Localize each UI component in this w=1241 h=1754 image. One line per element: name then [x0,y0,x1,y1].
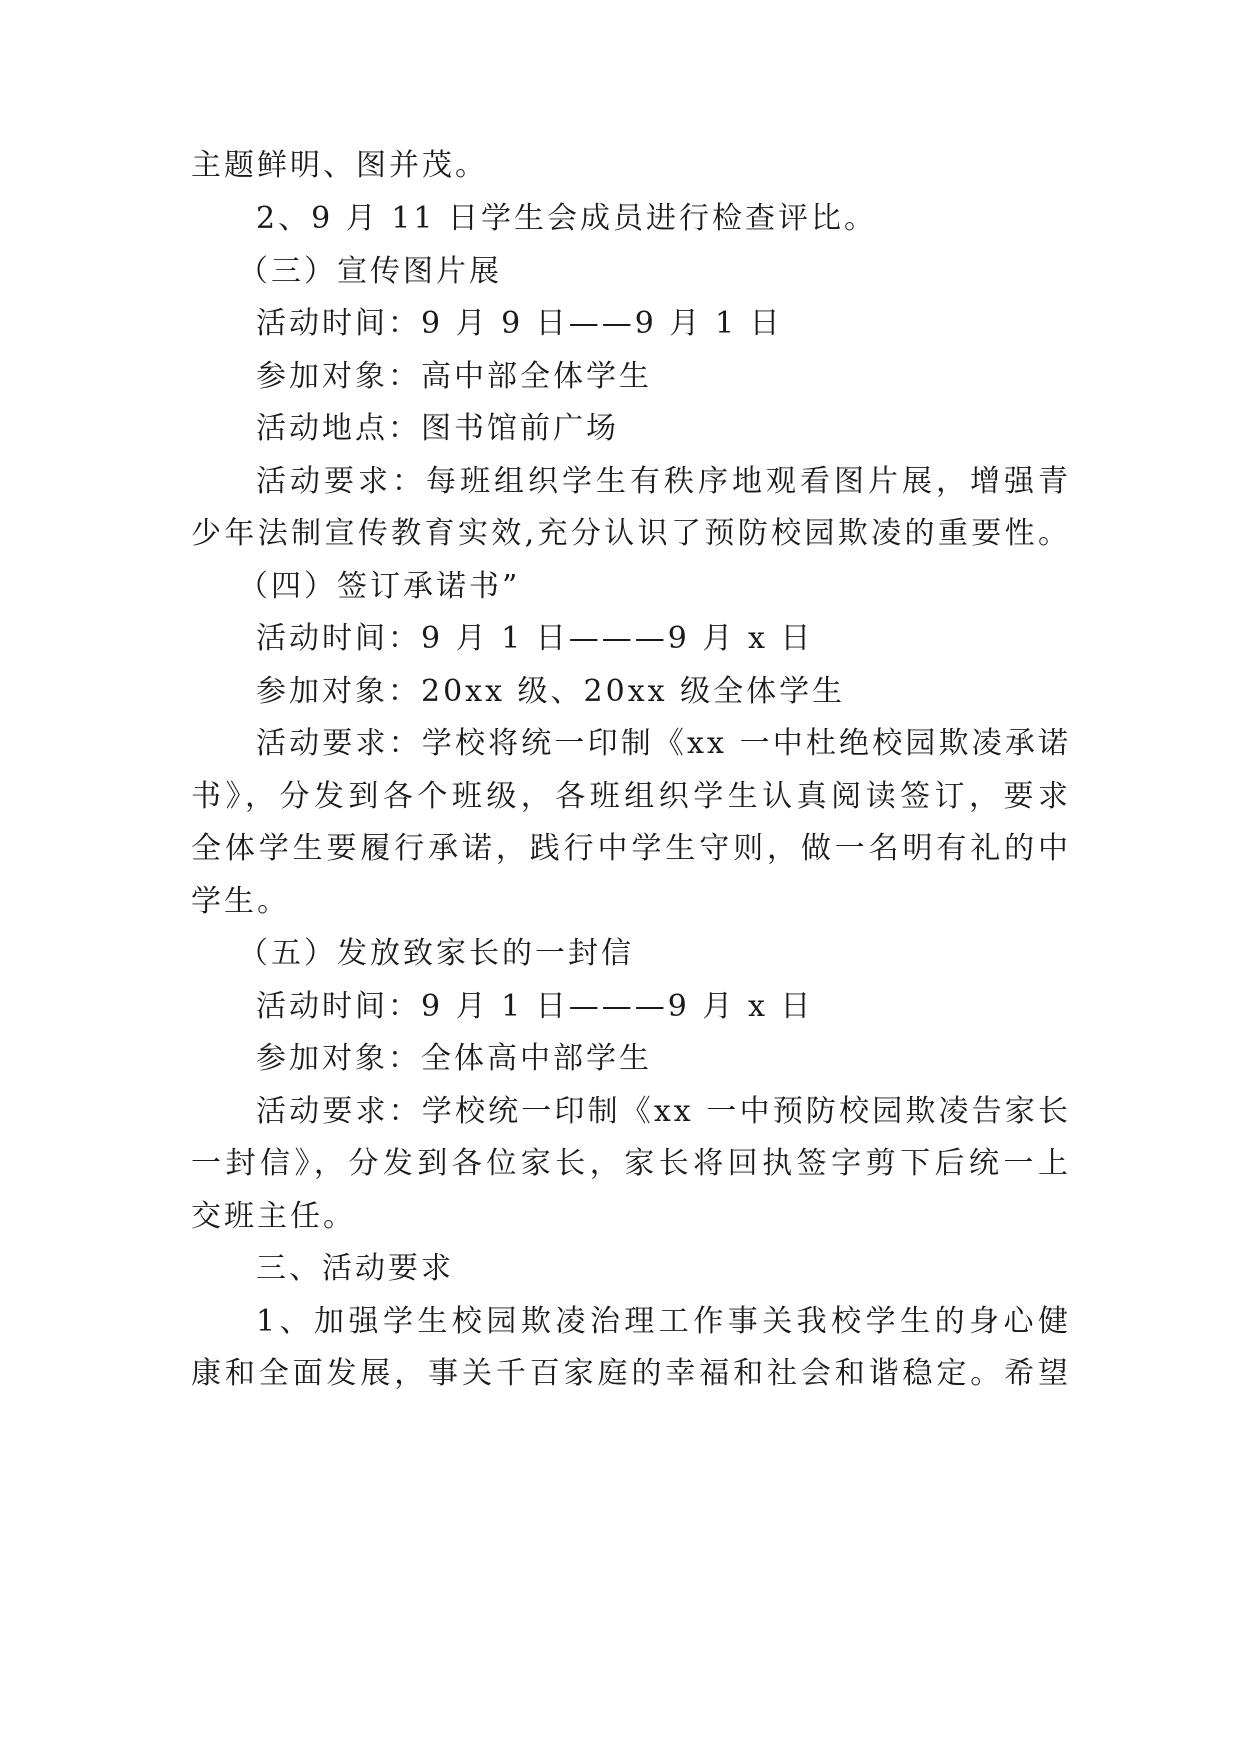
section-heading-5: （五）发放致家长的一封信 [238,936,634,971]
activity-requirement-3-line-2: 少年法制宣传教育实效,充分认识了预防校园欺凌的重要性。 [191,516,1071,551]
activity-requirement-4-line-1: 活动要求：学校将统一印制《xx 一中杜绝校园欺凌承诺 [256,726,1071,761]
activity-requirement-5-line-3: 交班主任。 [191,1199,356,1234]
activity-time-3: 活动时间：9 月 9 日——9 月 1 日 [256,306,783,341]
activity-requirement-4-line-3: 全体学生要履行承诺，践行中学生守则，做一名明有礼的中 [191,831,1071,866]
activity-requirement-4-line-4: 学生。 [191,884,290,919]
activity-requirement-4-line-2: 书》，分发到各个班级，各班组织学生认真阅读签订，要求 [191,779,1071,814]
requirement-1-line-2: 康和全面发展，事关千百家庭的幸福和社会和谐稳定。希望 [191,1356,1071,1391]
section-heading-4: （四）签订承诺书” [238,569,521,604]
activity-time-5: 活动时间：9 月 1 日———9 月 x 日 [256,989,814,1024]
activity-requirement-3-line-1: 活动要求：每班组织学生有秩序地观看图片展，增强青 [256,464,1071,499]
activity-location-3: 活动地点：图书馆前广场 [256,411,619,446]
text-line-1: 主题鲜明、图并茂。 [191,148,488,183]
activity-requirement-5-line-2: 一封信》，分发到各位家长，家长将回执签字剪下后统一上 [191,1146,1071,1181]
section-heading-3: （三）宣传图片展 [238,254,502,289]
participants-3: 参加对象：高中部全体学生 [256,359,652,394]
participants-5: 参加对象：全体高中部学生 [256,1041,652,1076]
requirement-1-line-1: 1、加强学生校园欺凌治理工作事关我校学生的身心健 [256,1304,1071,1339]
text-line-2: 2、9 月 11 日学生会成员进行检查评比。 [256,201,877,236]
activity-time-4: 活动时间：9 月 1 日———9 月 x 日 [256,621,814,656]
section-heading-three: 三、活动要求 [256,1251,454,1286]
activity-requirement-5-line-1: 活动要求：学校统一印制《xx 一中预防校园欺凌告家长 [256,1094,1071,1129]
participants-4: 参加对象：20xx 级、20xx 级全体学生 [256,674,846,709]
